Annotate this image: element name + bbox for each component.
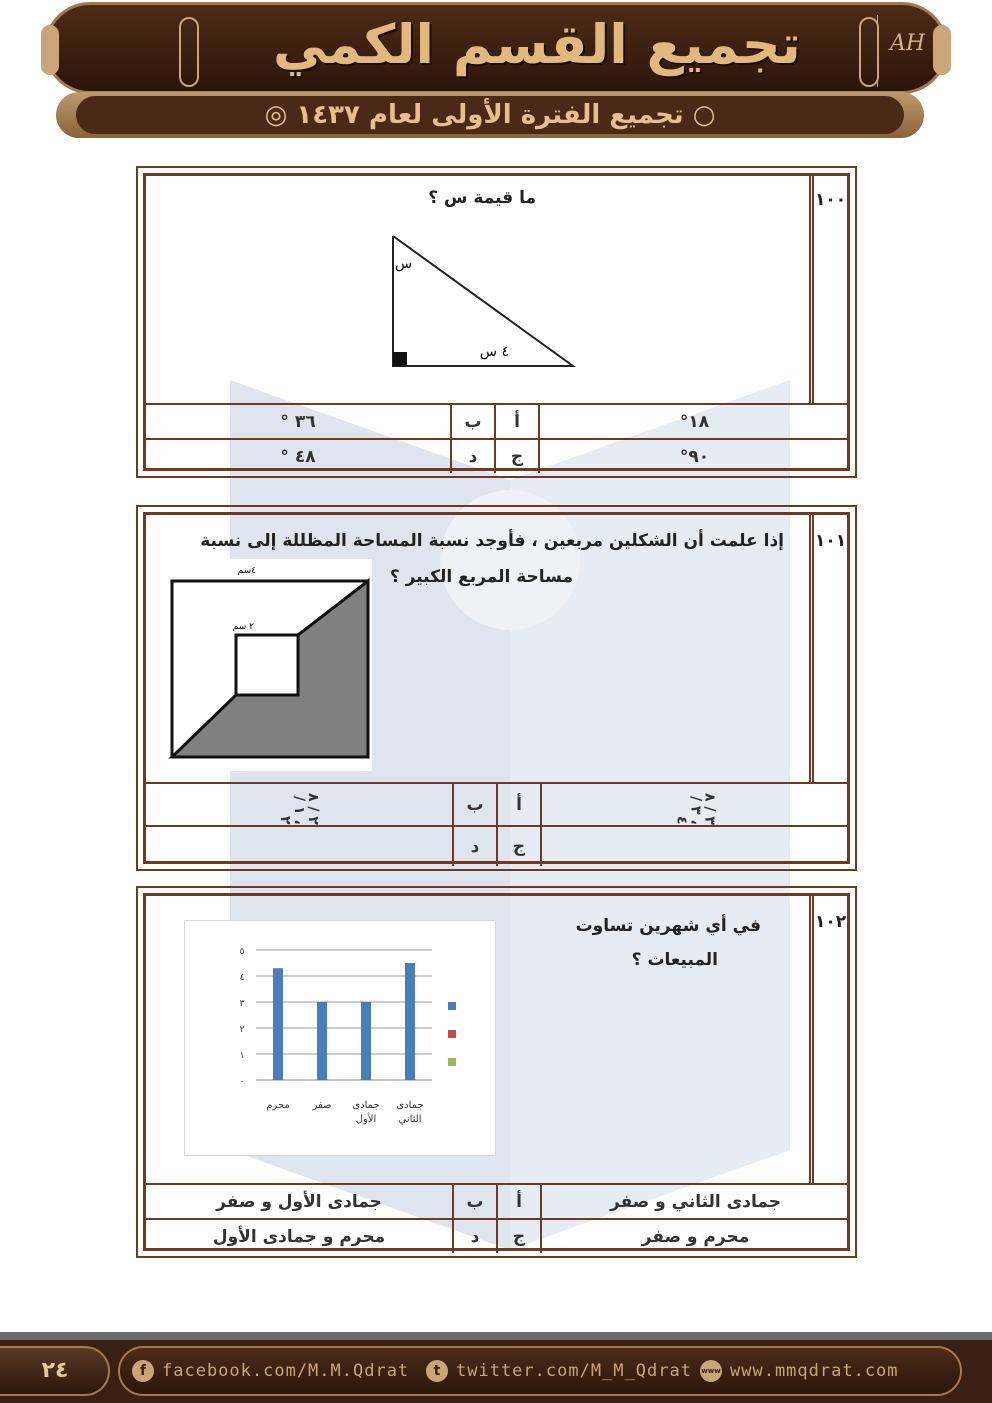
x-tick-label: جمادى <box>352 1100 380 1111</box>
question-text-line1: إذا علمت أن الشكلين مربعين ، فأوجد نسبة المساحة المظللة إلى نسبة <box>200 531 784 551</box>
answer-c-value[interactable]: محرم و صفر <box>540 1220 849 1253</box>
nested-squares-figure <box>168 559 372 771</box>
page-header <box>0 0 992 145</box>
answer-b-label[interactable]: ب <box>450 405 494 438</box>
answer-b-value[interactable]: ٢ / ٨ ، ١ / ٢ <box>277 793 321 825</box>
answer-a-label[interactable]: أ <box>494 405 538 438</box>
page-footer <box>0 1332 992 1403</box>
page-number-tab <box>0 1346 110 1396</box>
y-tick-label: ٠ <box>239 1077 245 1087</box>
legend-swatch <box>448 1002 456 1010</box>
question-card-101 <box>136 505 857 871</box>
answer-b-value[interactable]: جمادى الأول و صفر <box>216 1191 382 1212</box>
answer-c-label[interactable]: ج <box>494 440 538 473</box>
chart-bar <box>317 1002 327 1080</box>
web-icon: www <box>700 1360 722 1382</box>
answer-c-label[interactable]: ج <box>496 1220 540 1253</box>
answer-a-value[interactable]: ٣ / ٨ ، ٣ / ٤ <box>540 784 849 825</box>
answer-table <box>146 1183 847 1255</box>
y-tick-label: ١ <box>239 1051 245 1061</box>
triangle-figure <box>381 228 581 378</box>
twitter-text: twitter.com/M_M_Qdrat <box>456 1361 692 1381</box>
legend-swatch <box>448 1030 456 1038</box>
inner-square <box>236 635 298 695</box>
title-banner <box>44 2 948 94</box>
inner-side-label: ٢ سم <box>232 622 254 632</box>
question-number-column <box>809 896 847 1184</box>
answer-b-label[interactable]: ب <box>452 784 496 825</box>
answer-d-value[interactable]: ٤٨ ° <box>280 446 316 467</box>
answer-d-label[interactable]: د <box>452 1220 496 1253</box>
question-text-line2: المبيعات ؟ <box>631 950 718 970</box>
x-tick-label: صفر <box>312 1100 332 1111</box>
answer-d-label[interactable]: د <box>452 827 496 866</box>
answer-row <box>146 1218 847 1253</box>
question-number: ١٠٢ <box>815 912 847 932</box>
answer-a-label[interactable]: أ <box>496 1185 540 1218</box>
facebook-text: facebook.com/M.M.Qdrat <box>162 1361 410 1381</box>
answer-a-value[interactable]: ١٨° <box>538 405 849 438</box>
twitter-link[interactable] <box>426 1360 692 1382</box>
answer-d-value[interactable]: محرم و جمادى الأول <box>212 1226 386 1247</box>
question-card-102 <box>136 886 857 1258</box>
sales-bar-chart <box>184 920 496 1156</box>
logo <box>877 15 957 87</box>
chart-bar <box>361 1002 371 1080</box>
answer-row <box>146 438 847 473</box>
angle-label-top: س <box>395 256 413 272</box>
question-number: ١٠٠ <box>815 190 847 210</box>
answer-a-value[interactable]: جمادى الثاني و صفر <box>540 1185 849 1218</box>
y-tick-label: ٢ <box>239 1025 245 1035</box>
chart-bar <box>273 968 283 1080</box>
twitter-icon: t <box>426 1360 448 1382</box>
x-tick-label: محرم <box>266 1100 290 1111</box>
answer-c-value[interactable]: ٩٠° <box>538 440 849 473</box>
page-title: تجميع القسم الكمي <box>273 13 801 76</box>
question-text-line2: مساحة المربع الكبير ؟ <box>389 567 573 587</box>
y-tick-label: ٥ <box>239 947 245 957</box>
question-text-line1: في أي شهرين تساوت <box>575 916 761 936</box>
answer-b-label[interactable]: ب <box>452 1185 496 1218</box>
social-links-bar <box>118 1346 962 1396</box>
answer-d-label[interactable]: د <box>450 440 494 473</box>
answer-row <box>146 1183 847 1218</box>
facebook-icon: f <box>132 1360 154 1382</box>
logo-text: AH <box>890 31 926 56</box>
question-number-column <box>809 176 847 404</box>
y-tick-label: ٣ <box>239 999 245 1009</box>
answer-row <box>146 403 847 438</box>
ornament-left <box>179 17 199 87</box>
angle-label-bottom: ٤ س <box>479 344 509 360</box>
answer-c-label[interactable]: ج <box>496 827 540 866</box>
answer-table <box>146 403 847 475</box>
ornament-right <box>859 17 879 87</box>
answer-row <box>146 782 847 825</box>
answer-a-label[interactable]: أ <box>496 784 540 825</box>
x-tick-label: الأول <box>355 1114 377 1125</box>
y-tick-label: ٤ <box>239 973 245 983</box>
answer-b-value[interactable]: ٣٦ ° <box>280 411 316 432</box>
website-link[interactable] <box>700 1360 899 1382</box>
legend-swatch <box>448 1058 456 1066</box>
answer-table <box>146 782 847 868</box>
right-angle-marker <box>393 352 407 366</box>
x-tick-label: جمادى <box>396 1100 424 1111</box>
question-number-column <box>809 515 847 783</box>
question-text: ما قيمة س ؟ <box>428 188 536 208</box>
question-number: ١٠١ <box>815 531 847 551</box>
facebook-link[interactable] <box>132 1360 409 1382</box>
answer-row <box>146 825 847 866</box>
outer-side-label: ٤سم <box>237 566 256 576</box>
subtitle-banner <box>56 92 924 138</box>
page-number: ٢٤ <box>41 1358 69 1383</box>
page-subtitle: ○ تجميع الفترة الأولى لعام ١٤٣٧ ◎ <box>264 100 716 130</box>
x-tick-label: الثاني <box>398 1114 422 1125</box>
chart-bar <box>405 963 415 1080</box>
answer-d-value[interactable] <box>146 827 452 866</box>
question-card-100 <box>136 166 857 478</box>
answer-c-value[interactable] <box>540 827 849 866</box>
website-text: www.mmqdrat.com <box>730 1361 899 1381</box>
